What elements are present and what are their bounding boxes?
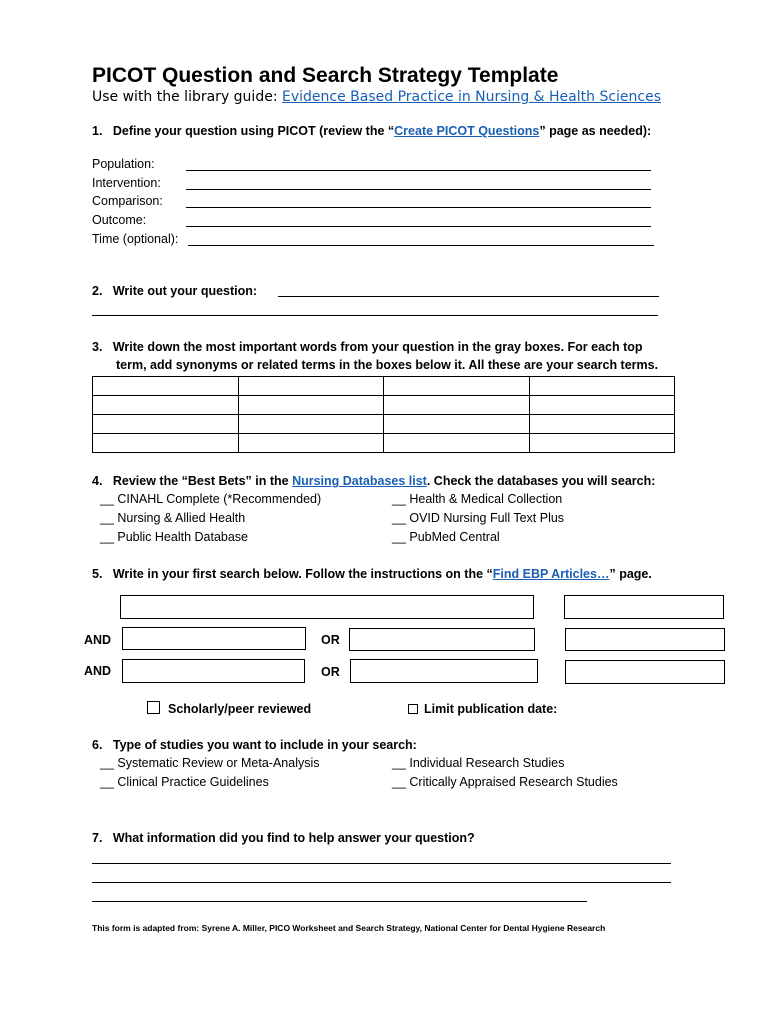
synonym-cell[interactable] <box>529 396 675 415</box>
q6-number: 6. <box>92 738 103 752</box>
table-row <box>93 396 675 415</box>
study-critically-appraised[interactable]: __ Critically Appraised Research Studies <box>392 775 618 789</box>
db-ovid-nursing[interactable]: __ OVID Nursing Full Text Plus <box>392 511 565 525</box>
population-line[interactable] <box>186 170 651 171</box>
synonym-cell[interactable] <box>93 434 239 453</box>
synonym-cell[interactable] <box>529 415 675 434</box>
subtitle <box>92 89 661 105</box>
question-line-1[interactable] <box>278 296 659 297</box>
scholarly-label: Scholarly/peer reviewed <box>168 702 312 716</box>
q7-number: 7. <box>92 831 103 845</box>
or-label-1: OR <box>321 633 340 647</box>
question-line-2[interactable] <box>92 315 658 316</box>
and-label-1: AND <box>84 633 112 647</box>
q2-text: Write out your question: <box>112 284 258 298</box>
question-3 <box>92 340 643 354</box>
q5-post: ” page. <box>609 567 652 581</box>
q7-text: What information did you find to help answer your question? <box>112 831 475 845</box>
q3-line1: Write down the most important words from your question in the gray boxes. For each top <box>112 340 643 354</box>
db-public-health[interactable]: __ Public Health Database <box>100 530 249 544</box>
search-box-right-2[interactable] <box>565 628 725 651</box>
search-terms-table <box>92 376 675 453</box>
question-4 <box>92 474 655 488</box>
limit-date-label: Limit publication date: <box>424 702 558 716</box>
db-nursing-allied[interactable]: __ Nursing & Allied Health <box>100 511 246 525</box>
term-cell[interactable] <box>529 377 675 396</box>
limit-date-checkbox[interactable] <box>408 704 418 714</box>
search-box-right-3[interactable] <box>565 660 725 684</box>
search-box-or-2[interactable] <box>350 659 538 683</box>
q3-line2: term, add synonyms or related terms in the boxes below it. All these are your search terms. <box>116 358 659 372</box>
search-box-right-1[interactable] <box>564 595 724 619</box>
find-ebp-articles-link[interactable]: Find EBP Articles… <box>492 567 610 581</box>
answer-line-1[interactable] <box>92 863 671 864</box>
search-box-and-2[interactable] <box>122 659 305 683</box>
question-1 <box>92 124 651 138</box>
q3-number: 3. <box>92 340 103 354</box>
time-label: Time (optional): <box>92 232 179 246</box>
and-label-2: AND <box>84 664 112 678</box>
q6-text: Type of studies you want to include in your search: <box>112 738 417 752</box>
comparison-line[interactable] <box>186 207 651 208</box>
question-7 <box>92 831 475 845</box>
db-cinahl[interactable]: __ CINAHL Complete (*Recommended) <box>100 492 322 506</box>
time-line[interactable] <box>188 245 654 246</box>
db-health-medical[interactable]: __ Health & Medical Collection <box>392 492 563 506</box>
outcome-label: Outcome: <box>92 213 147 227</box>
search-box-or-1[interactable] <box>349 628 535 651</box>
question-5 <box>92 567 652 581</box>
or-label-2: OR <box>321 665 340 679</box>
term-cell[interactable] <box>238 377 384 396</box>
footer-attribution: This form is adapted from: Syrene A. Miller, PICO Worksheet and Search Strategy, National Center for Dental Hygiene Research <box>92 923 606 933</box>
q5-pre: Write in your first search below. Follow the instructions on the “ <box>112 567 493 581</box>
answer-line-3[interactable] <box>92 901 587 902</box>
synonym-cell[interactable] <box>384 415 530 434</box>
study-systematic-review[interactable]: __ Systematic Review or Meta-Analysis <box>100 756 320 770</box>
q1-pre: Define your question using PICOT (review the “ <box>112 124 395 138</box>
table-row <box>93 415 675 434</box>
synonym-cell[interactable] <box>238 434 384 453</box>
nursing-databases-link[interactable]: Nursing Databases list <box>292 474 427 488</box>
answer-line-2[interactable] <box>92 882 671 883</box>
q4-pre: Review the “Best Bets” in the <box>112 474 293 488</box>
q1-post: ” page as needed): <box>539 124 652 138</box>
comparison-label: Comparison: <box>92 194 163 208</box>
q4-number: 4. <box>92 474 103 488</box>
term-cell[interactable] <box>384 377 530 396</box>
q4-post: . Check the databases you will search: <box>426 474 656 488</box>
outcome-line[interactable] <box>186 226 651 227</box>
table-row-top-terms <box>93 377 675 396</box>
db-pubmed-central[interactable]: __ PubMed Central <box>392 530 500 544</box>
page-title: PICOT Question and Search Strategy Template <box>92 64 559 87</box>
question-2 <box>92 284 257 298</box>
synonym-cell[interactable] <box>238 415 384 434</box>
synonym-cell[interactable] <box>384 434 530 453</box>
intervention-label: Intervention: <box>92 176 161 190</box>
table-row <box>93 434 675 453</box>
create-picot-link[interactable]: Create PICOT Questions <box>394 124 540 138</box>
study-individual-research[interactable]: __ Individual Research Studies <box>392 756 565 770</box>
study-clinical-guidelines[interactable]: __ Clinical Practice Guidelines <box>100 775 269 789</box>
synonym-cell[interactable] <box>93 415 239 434</box>
synonym-cell[interactable] <box>384 396 530 415</box>
q1-number: 1. <box>92 124 103 138</box>
subtitle-prefix: Use with the library guide: <box>92 89 282 105</box>
synonym-cell[interactable] <box>529 434 675 453</box>
search-box-and-1[interactable] <box>122 627 306 650</box>
synonym-cell[interactable] <box>93 396 239 415</box>
term-cell[interactable] <box>93 377 239 396</box>
synonym-cell[interactable] <box>238 396 384 415</box>
intervention-line[interactable] <box>186 189 651 190</box>
library-guide-link[interactable]: Evidence Based Practice in Nursing & Health Sciences <box>282 89 662 105</box>
search-box-main[interactable] <box>120 595 534 619</box>
q5-number: 5. <box>92 567 103 581</box>
question-6 <box>92 738 417 752</box>
scholarly-checkbox[interactable] <box>147 701 160 714</box>
population-label: Population: <box>92 157 155 171</box>
q2-number: 2. <box>92 284 103 298</box>
